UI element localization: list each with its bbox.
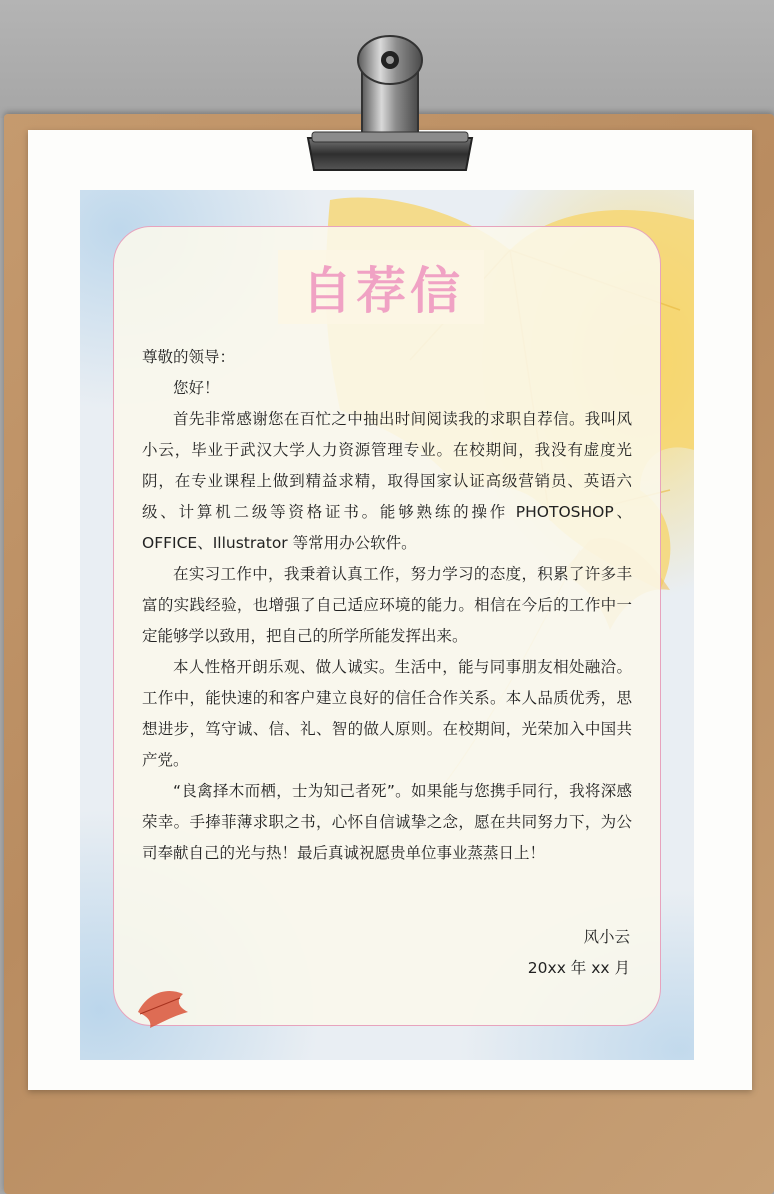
signature-block	[470, 922, 630, 984]
signature-date: 20xx 年 xx 月	[527, 959, 630, 977]
red-leaf-icon	[128, 982, 198, 1032]
paragraph-intro: 首先非常感谢您在百忙之中抽出时间阅读我的求职自荐信。我叫风小云，毕业于武汉大学人力资源管理专业。在校期间，我没有虚度光阴，在专业课程上做到精益求精，取得国家认证高级营销员、英语六级、计算机二级等资格证书。能够熟练的操作 PHOTOSHOP、OFFICE、Illustrator 等常用办公软件。	[142, 410, 632, 552]
letter-body	[142, 342, 632, 869]
letter-title: 自荐信	[302, 261, 464, 320]
signature-name: 风小云	[583, 928, 630, 946]
greeting: 您好！	[173, 379, 220, 397]
paragraph-closing: “良禽择木而栖，士为知己者死”。如果能与您携手同行，我将深感荣幸。手捧菲薄求职之书，心怀自信诚挚之念，愿在共同努力下，为公司奉献自己的光与热！最后真诚祝愿贵单位事业蒸蒸日上！	[142, 782, 632, 862]
salutation: 尊敬的领导：	[142, 348, 236, 366]
binder-clip-icon	[300, 20, 480, 180]
paragraph-personality: 本人性格开朗乐观、做人诚实。生活中，能与同事朋友相处融洽。工作中，能快速的和客户建立良好的信任合作关系。本人品质优秀，思想进步，笃守诚、信、礼、智的做人原则。在校期间，光荣加入中国共产党。	[142, 658, 632, 769]
paragraph-internship: 在实习工作中，我秉着认真工作，努力学习的态度，积累了许多丰富的实践经验，也增强了自己适应环境的能力。相信在今后的工作中一定能够学以致用，把自己的所学所能发挥出来。	[142, 565, 632, 645]
